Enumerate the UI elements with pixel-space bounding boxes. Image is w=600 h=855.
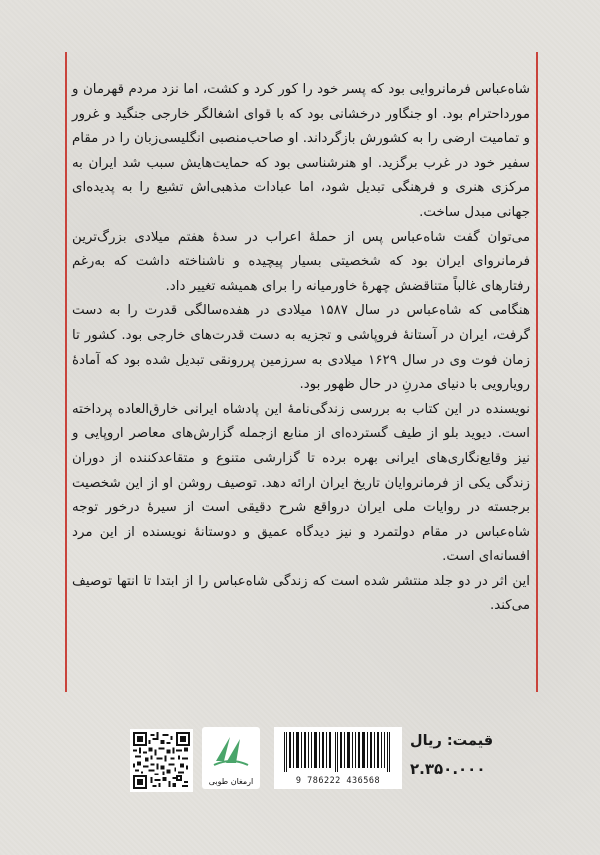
price-label: قیمت: ریال <box>410 733 494 749</box>
paragraph-4: نویسنده در این کتاب به بررسی زندگی‌نامهٔ این پادشاه ایرانی خارق‌العاده پرداخته است. دیوید بلو از طیف گسترده‌ای از منابع ازجمله گزارش‌های معاصر اروپایی و نیز وقایع‌نگاری‌های ایرانی بهره برده تا گزارشی متنوع و متقاعدکننده از دوران زندگی یکی از فرمانروایان تاریخ ایران ارائه دهد. توصیف روشن او از این شخصیت برجسته در روایات ملی ایران درواقع شرح دقیقی است از سیرهٔ درخور توجه شاه‌عباس در مقام دولتمرد و نیز دیدگاه عمیق و دوستانهٔ نویسنده از این مرد افسانه‌ای است. <box>72 401 530 565</box>
blurb-text <box>72 78 530 619</box>
isbn-number: 9 786222 436568 <box>295 776 381 786</box>
qr-code <box>130 729 193 792</box>
paragraph-1: شاه‌عباس فرمانروایی بود که پسر خود را کور کرد و کشت، اما نزد مردم قهرمان و مورداحترام بود. او جنگاور درخشانی بود که با قوای اشغالگر خارجی جنگید و غرور و تمامیت ارضی را به کشورش بازگرداند. او صاحب‌منصبی انگلیسی‌زبان را در مقام سفیر خود در غرب برگزید. او هنرشناسی بود که حمایت‌هایش سبب شد ایران به مرکزی هنری و فرهنگی تبدیل شود، اما عبادات مذهبی‌اش تشیع را به پدیده‌ای جهانی مبدل ساخت. <box>72 82 530 220</box>
publisher-name: ارمغان طوبی <box>208 777 254 786</box>
right-margin-rule <box>536 52 538 692</box>
paragraph-3: هنگامی که شاه‌عباس در سال ۱۵۸۷ میلادی در هفده‌سالگی قدرت را به دست گرفت، ایران در آستانهٔ فروپاشی و تجزیه به دست قدرت‌های خارجی بود. کشور تا زمان فوت وی در سال ۱۶۲۹ میلادی به سرزمین پررونقی تبدیل شده بود که آمادهٔ رویارویی با دنیای مدرنِ در حال ظهور بود. <box>72 303 530 393</box>
barcode-bars <box>274 727 402 775</box>
isbn-barcode <box>274 727 402 789</box>
publisher-logo <box>202 727 260 789</box>
paragraph-2: می‌توان گفت شاه‌عباس پس از حملهٔ اعراب در سدهٔ هفتم میلادی بزرگ‌ترین فرمانروای ایران بود که شخصیتی بسیار پیچیده و ناشناخته داشت که به‌رغم رفتارهای غالباً متناقضش چهرهٔ خاورمیانه را برای همیشه تغییر داد. <box>72 229 530 294</box>
left-margin-rule <box>65 52 67 692</box>
back-cover-footer <box>0 727 600 817</box>
paragraph-5: این اثر در دو جلد منتشر شده است که زندگی شاه‌عباس را از ابتدا تا انتها توصیف می‌کند. <box>72 573 530 614</box>
price-value: ۲.۳۵۰.۰۰۰ <box>410 760 486 778</box>
leaf-logo-icon <box>202 727 260 773</box>
